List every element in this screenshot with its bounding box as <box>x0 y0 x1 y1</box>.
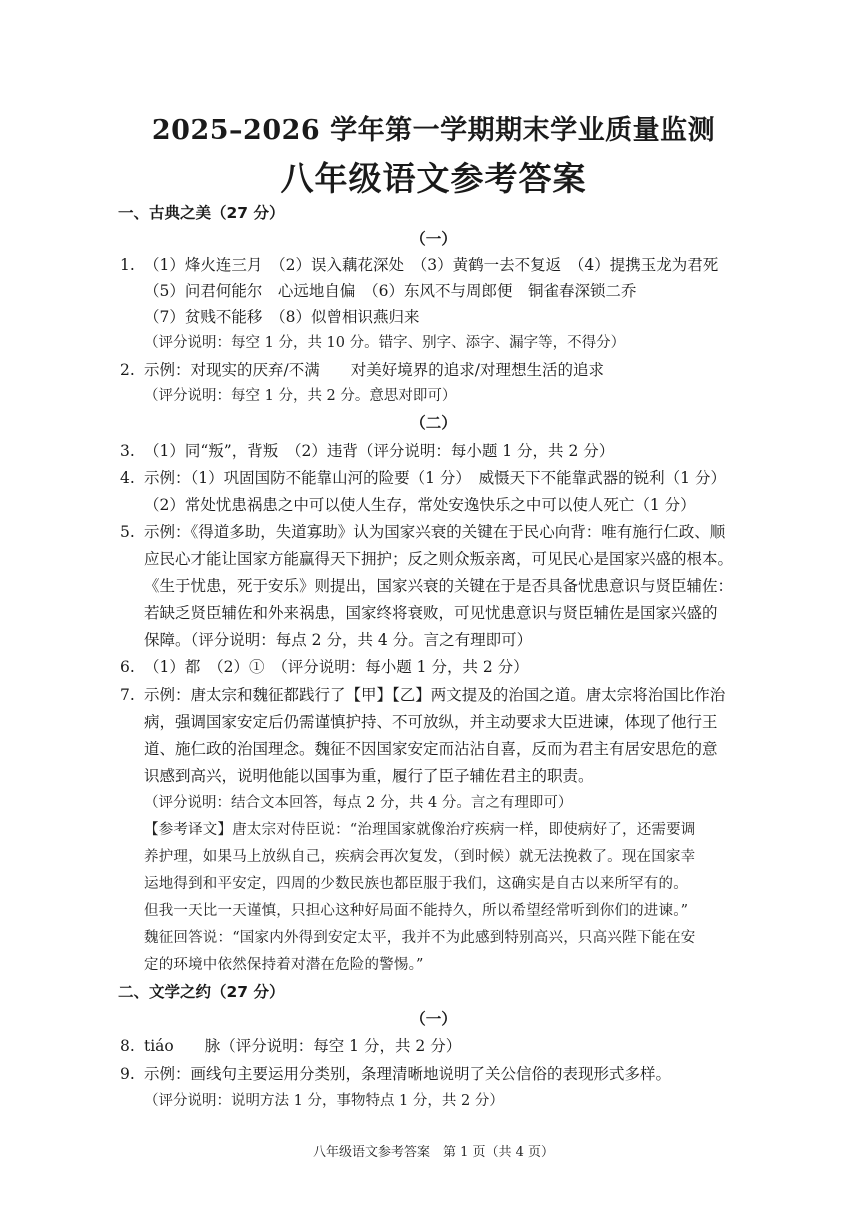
question-number: 2. <box>120 361 135 379</box>
question-1-line-2: （5）问君何能尔 心远地自偏 （6）东风不与周郎便 铜雀春深锁二乔 <box>144 282 637 300</box>
answer-text: （1）同“叛”，背叛 （2）违背（评分说明：每小题 1 分，共 2 分） <box>144 442 615 460</box>
question-7-line-3: 道、施仁政的治国理念。魏征不因国家安定而沾沾自喜，反而为君主有居安思危的意 <box>144 740 718 758</box>
section-heading-2: 二、文学之约（27 分） <box>118 983 285 1001</box>
question-7-line-2: 病，强调国家安定后仍需谨慎护持、不可放纵，并主动要求大臣进谏，体现了他行王 <box>144 713 718 731</box>
translation-line-3: 运地得到和平安定，四周的少数民族也都臣服于我们，这确实是自古以来所罕有的。 <box>144 876 688 892</box>
translation-line-1: 【参考译文】唐太宗对侍臣说：“治理国家就像治疗疾病一样，即使病好了，还需要调 <box>144 822 696 838</box>
part-heading: （二） <box>410 414 457 432</box>
question-9-line-1 <box>120 1063 671 1085</box>
question-5-line-2: 应民心才能让国家方能赢得天下拥护；反之则众叛亲离，可见民心是国家兴盛的根本。 <box>144 550 734 568</box>
question-5-line-5: 保障。（评分说明：每点 2 分，共 4 分。言之有理即可） <box>144 631 533 649</box>
answer-text: 示例：画线句主要运用分类别，条理清晰地说明了关公信俗的表现形式多样。 <box>144 1065 672 1083</box>
exam-title: 2025–2026 学年第一学期期末学业质量监测 <box>151 115 716 146</box>
question-3-line-1 <box>120 440 614 462</box>
answer-text: （1）烽火连三月 （2）误入藕花深处 （3）黄鹤一去不复返 （4）提携玉龙为君死 <box>144 256 719 274</box>
question-8-line-1 <box>120 1035 461 1057</box>
question-4-line-2: （2）常处忧患祸患之中可以使人生存，常处安逸快乐之中可以使人死亡（1 分） <box>144 496 696 514</box>
page-footer: 八年级语文参考答案 第 1 页（共 4 页） <box>312 1145 555 1160</box>
question-number: 9. <box>120 1065 135 1083</box>
question-5-line-3: 《生于忧患，死于安乐》则提出，国家兴衰的关键在于是否具备忧患意识与贤臣辅佐： <box>144 577 734 595</box>
question-7-line-4: 识感到高兴，说明他能以国事为重，履行了臣子辅佐君主的职责。 <box>144 767 594 785</box>
scoring-note: （评分说明：每空 1 分，共 2 分。意思对即可） <box>144 388 457 404</box>
question-number: 7. <box>120 686 135 704</box>
question-1-line-1 <box>120 254 718 276</box>
question-number: 5. <box>120 523 135 541</box>
question-number: 8. <box>120 1037 135 1055</box>
question-5-line-1 <box>120 521 725 543</box>
translation-line-5: 魏征回答说：“国家内外得到安定太平，我并不为此感到特别高兴，只高兴陛下能在安 <box>144 930 696 946</box>
section-heading-1: 一、古典之美（27 分） <box>118 204 285 222</box>
question-number: 4. <box>120 469 135 487</box>
translation-line-4: 但我一天比一天谨慎，只担心这种好局面不能持久，所以希望经常听到你们的进谏。” <box>144 903 689 919</box>
answer-text: 示例：（1）巩固国防不能靠山河的险要（1 分） 威慑天下不能靠武器的锐利（1 分） <box>144 469 726 487</box>
answer-text: 示例：《得道多助，失道寡助》认为国家兴衰的关键在于民心向背：唯有施行仁政、顺 <box>144 523 726 541</box>
translation-line-2: 养护理，如果马上放纵自己，疾病会再次复发，（到时候）就无法挽救了。现在国家幸 <box>144 849 696 865</box>
question-1-line-3: （7）贫贱不能移 （8）似曾相识燕归来 <box>144 308 420 326</box>
part-heading: （一） <box>410 230 457 248</box>
document-subtitle: 八年级语文参考答案 <box>280 159 587 198</box>
scoring-note: （评分说明：每空 1 分，共 10 分。错字、别字、添字、漏字等，不得分） <box>144 335 626 351</box>
part-heading: （一） <box>410 1010 457 1028</box>
answer-text: 示例：对现实的厌弃/不满 对美好境界的追求/对理想生活的追求 <box>144 361 604 379</box>
question-7-line-1 <box>120 684 725 706</box>
question-number: 1. <box>120 256 135 274</box>
question-number: 6. <box>120 658 135 676</box>
scoring-note: （评分说明：说明方法 1 分，事物特点 1 分，共 2 分） <box>144 1093 504 1109</box>
answer-text: tiáo 脉（评分说明：每空 1 分，共 2 分） <box>144 1037 462 1055</box>
answer-text: 示例：唐太宗和魏征都践行了【甲】【乙】两文提及的治国之道。唐太宗将治国比作治 <box>144 686 726 704</box>
translation-line-6: 定的环境中依然保持着对潜在危险的警惕。” <box>144 957 424 973</box>
question-5-line-4: 若缺乏贤臣辅佐和外来祸患，国家终将衰败，可见忧患意识与贤臣辅佐是国家兴盛的 <box>144 604 718 622</box>
question-4-line-1 <box>120 467 726 489</box>
scoring-note: （评分说明：结合文本回答，每点 2 分，共 4 分。言之有理即可） <box>144 795 573 811</box>
question-2-line-1 <box>120 359 604 381</box>
question-number: 3. <box>120 442 135 460</box>
answer-text: （1）都 （2）① （评分说明：每小题 1 分，共 2 分） <box>144 658 529 676</box>
question-6-line-1 <box>120 656 529 678</box>
